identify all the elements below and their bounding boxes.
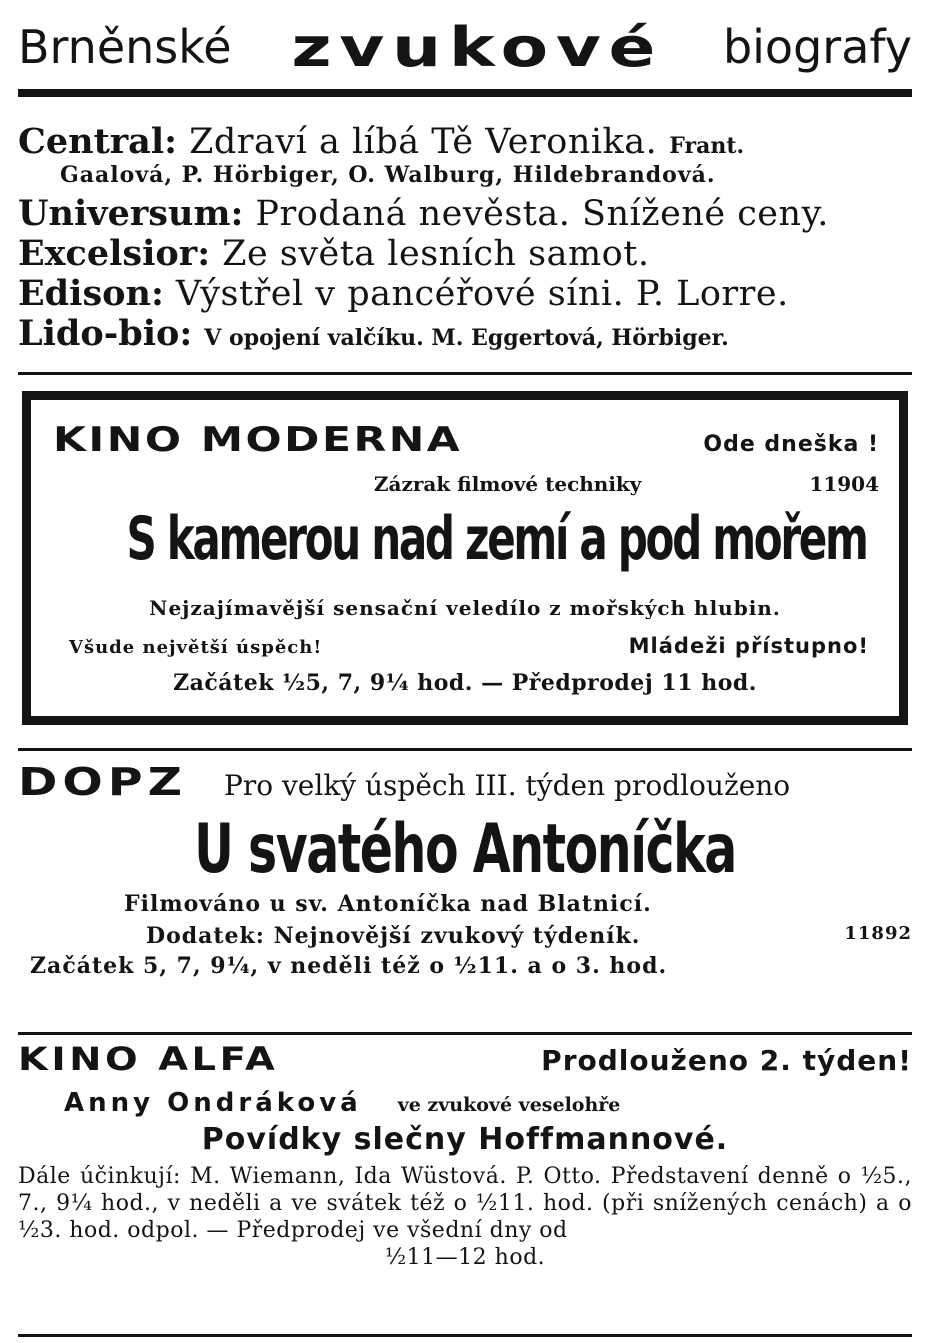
cinema-name: Excelsior:: [18, 233, 211, 274]
cinema-extra: Frant.: [669, 133, 745, 159]
header-middle: zvukové: [291, 15, 664, 79]
alfa-name: KINO ALFA: [18, 1040, 279, 1078]
cinema-name: Central:: [18, 121, 178, 162]
section-rule: [18, 748, 912, 751]
cinema-film: Zdraví a líbá Tě Veronika.: [189, 122, 658, 162]
moderna-ad-box: [22, 391, 908, 725]
dopz-head: [18, 760, 912, 804]
alfa-genre: ve zvukové veselohře: [397, 1094, 621, 1116]
page-header: [18, 10, 912, 84]
moderna-times: Začátek ½5, 7, 9¼ hod. — Předprodej 11 hod.: [173, 670, 757, 696]
moderna-subline: [53, 472, 879, 496]
cinema-listing: [18, 121, 912, 354]
moderna-film-title: S kamerou nad zemí a pod mořem: [126, 504, 867, 574]
dopz-ad: [18, 760, 912, 979]
header-rule: [18, 89, 912, 97]
cinema-film: Prodaná nevěsta. Snížené ceny.: [255, 194, 829, 234]
cinema-universum: [18, 193, 912, 234]
dopz-note: Pro velký úspěch III. týden prodlouženo: [224, 769, 791, 802]
header-right: biografy: [722, 20, 912, 74]
cinema-film: V opojení valčíku. M. Eggertová, Hörbiger.: [204, 325, 729, 351]
dopz-line3: Začátek 5, 7, 9¼, v neděli též o ½11. a o 3. hod.: [30, 953, 668, 979]
cinema-film: Ze světa lesních samot.: [222, 234, 650, 274]
alfa-body-text: Dále účinkují: M. Wiemann, Ida Wüstová. P. Otto. Představení denně o ½5., 7., 9¼ hod., v neděli a ve svátek též o ½11. hod. (při snížených cenách) a o ½3. hod. odpol. — Předprodej ve všední dny od: [18, 1164, 912, 1243]
alfa-body: [18, 1163, 912, 1271]
section-rule: [18, 1334, 912, 1337]
dopz-film-title: U svatého Antoníčka: [194, 810, 736, 889]
header-left: Brněnské: [18, 20, 232, 74]
moderna-name: KINO MODERNA: [53, 420, 463, 460]
cinema-name: Lido-bio:: [18, 313, 193, 354]
dopz-line2-row: [18, 923, 912, 949]
alfa-film-title: Povídky slečny Hoffmannové.: [201, 1122, 729, 1157]
dopz-line1: Filmováno u sv. Antoníčka nad Blatnicí.: [124, 891, 652, 917]
cinema-name: Universum:: [18, 193, 244, 234]
dopz-line2: Dodatek: Nejnovější zvukový týdeník.: [146, 923, 641, 949]
alfa-head: [18, 1040, 912, 1078]
moderna-code: 11904: [809, 472, 879, 496]
cinema-film: Výstřel v pancéřové síni. P. Lorre.: [175, 274, 789, 314]
alfa-ad: [18, 1040, 912, 1271]
moderna-description: Nejzajímavější sensační veledílo z mořských hlubin.: [149, 596, 781, 620]
alfa-star: Anny Ondráková: [64, 1088, 362, 1118]
cinema-name: Edison:: [18, 273, 164, 314]
moderna-since: Ode dneška !: [703, 432, 879, 457]
alfa-body-last: ½11—12 hod.: [384, 1245, 546, 1270]
cinema-edison: [18, 273, 912, 314]
moderna-head: [53, 420, 879, 460]
moderna-success: Všude největší úspěch!: [69, 637, 323, 658]
alfa-star-row: [18, 1088, 912, 1118]
cinema-cast: Gaalová, P. Hörbiger, O. Walburg, Hildebrandová.: [60, 162, 716, 188]
cinema-lido-bio: [18, 313, 912, 354]
dopz-code: 11892: [844, 923, 912, 944]
moderna-row: [69, 634, 869, 658]
moderna-tagline: Zázrak filmové techniky: [373, 472, 642, 496]
moderna-youth: Mládeži přístupno!: [628, 634, 869, 658]
section-rule: [18, 372, 912, 375]
dopz-name: DOPZ: [18, 760, 188, 804]
cinema-excelsior: [18, 233, 912, 274]
alfa-tag: Prodlouženo 2. týden!: [541, 1044, 912, 1077]
cinema-central: [18, 121, 912, 162]
section-rule: [18, 1032, 912, 1035]
